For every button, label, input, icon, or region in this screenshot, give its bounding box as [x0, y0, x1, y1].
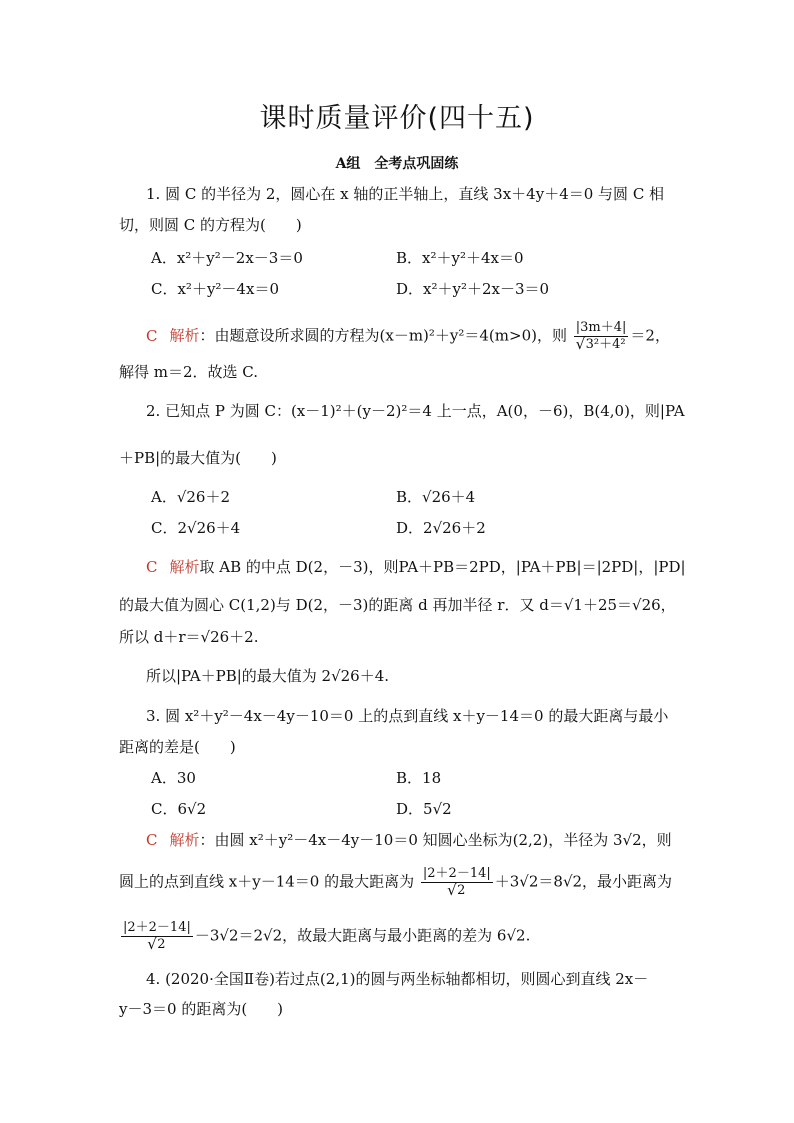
q3-solution-text-2b: ＋3√2＝8√2，最小距离为: [494, 872, 673, 891]
q2-stem-line-1: 2. 已知点 P 为圆 C：(x－1)²＋(y－2)²＝4 上一点，A(0，－6)，B(4,0)，则|PA: [146, 402, 685, 420]
section-heading: A组 全考点巩固练: [335, 156, 459, 172]
q3-option-b: B．18: [396, 769, 442, 787]
q3-solution-line-1: [146, 830, 672, 850]
q3-option-a: A．30: [151, 769, 196, 787]
q3-solution-fraction-1: |2＋2－14| √ 2: [422, 866, 491, 899]
q3-fraction-2-denominator: 2: [157, 937, 166, 952]
q2-answer: C: [146, 558, 158, 576]
q3-solution-fraction-2: |2＋2－14| √ 2: [123, 920, 191, 953]
q1-solution-text-b: ＝2，: [630, 326, 670, 345]
q3-solution-line-3: [119, 920, 530, 953]
q4-stem-line-1: 4. (2020·全国Ⅱ卷)若过点(2,1)的圆与两坐标轴都相切，则圆心到直线 2x－: [146, 970, 649, 988]
q4-stem-line-2: y－3＝0 的距离为( ): [119, 1000, 284, 1018]
q3-solution-label: 解析: [169, 831, 200, 849]
q1-solution-label: 解析: [169, 326, 200, 345]
q2-solution-label: 解析: [169, 558, 200, 576]
q2-solution-line-1: [146, 557, 686, 577]
q2-option-c: C．2√26＋4: [151, 519, 241, 537]
q1-option-a: A．x²＋y²－2x－3＝0: [151, 249, 303, 267]
q1-solution-line-2: 解得 m＝2．故选 C.: [119, 363, 259, 381]
q3-fraction-2-numerator: |2＋2－14|: [123, 920, 191, 935]
q3-fraction-1-numerator: |2＋2－14|: [422, 866, 491, 881]
q3-solution-text-2a: 圆上的点到直线 x＋y－14＝0 的最大距离为: [119, 872, 415, 891]
q2-solution-line-3: 所以 d＋r＝√26＋2.: [119, 628, 259, 646]
q1-option-b: B．x²＋y²＋4x＝0: [396, 249, 524, 267]
q1-option-c: C．x²＋y²－4x＝0: [151, 280, 279, 298]
q1-solution-line-1: [146, 320, 670, 353]
q3-solution-text-1: ：由圆 x²＋y²－4x－4y－10＝0 知圆心坐标为(2,2)，半径为 3√2，则: [199, 831, 672, 849]
q1-stem-line-2: 切，则圆 C 的方程为( ): [119, 216, 302, 234]
q1-solution-text-a: ：由题意设所求圆的方程为(x－m)²＋y²＝4(m>0)，则: [199, 326, 567, 345]
q1-stem-line-1: 1. 圆 C 的半径为 2，圆心在 x 轴的正半轴上，直线 3x＋4y＋4＝0 与圆 C 相: [146, 185, 665, 203]
page-title: 课时质量评价(四十五): [259, 103, 535, 134]
q3-stem-line-2: 距离的差是( ): [119, 738, 236, 756]
q2-option-a: A．√26＋2: [151, 488, 231, 506]
q3-fraction-1-denominator: 2: [457, 883, 466, 898]
q2-option-b: B．√26＋4: [396, 488, 476, 506]
q2-stem-line-2: ＋PB|的最大值为( ): [119, 449, 277, 467]
q1-answer: C: [146, 326, 158, 345]
q2-solution-line-4: 所以|PA＋PB|的最大值为 2√26＋4.: [146, 667, 390, 685]
q2-solution-text-1: 取 AB 的中点 D(2，－3)，则PA＋PB＝2PD，|PA＋PB|＝|2PD|，|PD|: [199, 558, 686, 576]
q1-fraction-numerator: |3m＋4|: [575, 320, 627, 335]
q2-option-d: D．2√26＋2: [396, 519, 486, 537]
q3-solution-text-3b: －3√2＝2√2，故最大距离与最小距离的差为 6√2.: [194, 926, 531, 945]
q1-fraction-denominator: 3²＋4²: [585, 337, 626, 352]
q3-option-c: C．6√2: [151, 800, 207, 818]
q3-option-d: D．5√2: [396, 800, 452, 818]
q3-solution-line-2: [119, 866, 672, 899]
q1-option-d: D．x²＋y²＋2x－3＝0: [396, 280, 550, 298]
q2-solution-line-2: 的最大值为圆心 C(1,2)与 D(2，－3)的距离 d 再加半径 r．又 d＝√1＋25＝√26，: [119, 596, 676, 614]
q3-stem-line-1: 3. 圆 x²＋y²－4x－4y－10＝0 上的点到直线 x＋y－14＝0 的最大距离与最小: [146, 707, 669, 725]
q3-answer: C: [146, 831, 158, 849]
q1-solution-fraction: |3m＋4| √ 3²＋4²: [575, 320, 627, 353]
